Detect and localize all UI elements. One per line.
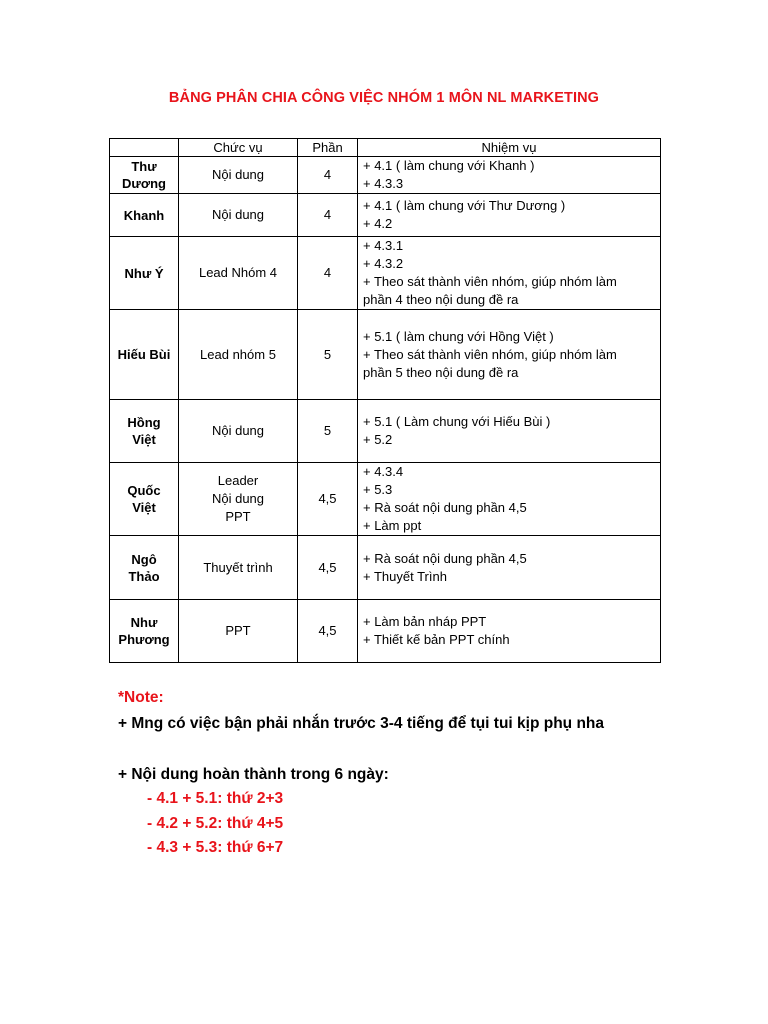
member-name-line: Như xyxy=(130,615,158,630)
member-name-line: Ngô xyxy=(131,551,157,567)
member-role-line: Thuyết trình xyxy=(203,559,273,575)
member-name xyxy=(110,400,179,463)
member-duties-line: + Theo sát thành viên nhóm, giúp nhóm làm xyxy=(363,346,617,362)
member-role xyxy=(179,310,298,400)
header-duties: Nhiệm vụ xyxy=(358,139,661,157)
member-duties-line: + Thuyết Trình xyxy=(363,568,447,584)
member-role-line: Leader xyxy=(217,473,259,488)
member-name-line: Hiếu Bùi xyxy=(117,347,171,362)
task-table xyxy=(109,138,661,663)
member-duties-line: + Thiết kế bản PPT chính xyxy=(363,632,510,647)
member-role xyxy=(179,600,298,663)
header-name xyxy=(110,139,179,157)
member-role-line: PPT xyxy=(225,623,251,638)
member-name-line: Dương xyxy=(122,176,166,191)
member-name-line: Việt xyxy=(132,500,156,515)
member-duties-line: + 4.3.4 xyxy=(363,464,404,479)
note-heading: *Note: xyxy=(118,689,164,706)
member-duties-line: + 4.2 xyxy=(363,216,393,231)
member-name xyxy=(110,194,179,237)
member-part: 4 xyxy=(298,237,358,310)
member-role xyxy=(179,463,298,536)
member-duties xyxy=(358,536,661,600)
member-duties-line: + Rà soát nội dung phần 4,5 xyxy=(363,550,527,566)
member-duties xyxy=(358,157,661,194)
member-part: 4 xyxy=(298,157,358,194)
schedule-item: - 4.1 + 5.1: thứ 2+3 xyxy=(147,790,284,807)
member-duties xyxy=(358,600,661,663)
member-role xyxy=(179,157,298,194)
member-duties-line: phần 5 theo nội dung đề ra xyxy=(363,364,519,380)
member-duties-line: + 4.3.2 xyxy=(363,256,404,271)
member-duties-line: + 4.3.3 xyxy=(363,176,404,191)
member-role-line: Lead Nhóm 4 xyxy=(198,265,278,280)
member-role-line: Nội dung xyxy=(211,423,265,438)
member-duties-line: + Làm bản nháp PPT xyxy=(363,614,487,629)
member-duties xyxy=(358,463,661,536)
member-name-line: Khanh xyxy=(123,207,165,223)
member-part: 5 xyxy=(298,310,358,400)
member-role-line: Nội dung xyxy=(211,167,265,182)
member-name xyxy=(110,600,179,663)
member-role-line: Nội dung xyxy=(211,491,265,506)
table-row xyxy=(110,157,661,194)
page-title: BẢNG PHÂN CHIA CÔNG VIỆC NHÓM 1 MÔN NL MARKETING xyxy=(168,90,600,106)
note-section xyxy=(118,688,604,861)
member-duties xyxy=(358,194,661,237)
note-line-notice: + Mng có việc bận phải nhắn trước 3-4 tiếng để tụi tui kịp phụ nha xyxy=(118,715,604,732)
table-row xyxy=(110,463,661,536)
schedule-list xyxy=(118,787,604,861)
member-name-line: Như Ý xyxy=(124,265,164,281)
member-name-line: Việt xyxy=(132,432,156,447)
header-role: Chức vụ xyxy=(179,139,298,157)
member-duties-line: + Rà soát nội dung phần 4,5 xyxy=(363,500,527,515)
member-name-line: Thư xyxy=(131,159,157,174)
member-duties-line: phần 4 theo nội dung đề ra xyxy=(363,292,519,307)
table-header-row xyxy=(110,139,661,157)
table-row xyxy=(110,536,661,600)
table-row xyxy=(110,194,661,237)
member-duties-line: + Theo sát thành viên nhóm, giúp nhóm làm xyxy=(363,274,617,289)
schedule-item: - 4.3 + 5.3: thứ 6+7 xyxy=(147,839,284,856)
member-role xyxy=(179,194,298,237)
member-duties-line: + 4.3.1 xyxy=(363,238,404,253)
member-part: 4 xyxy=(298,194,358,237)
member-role xyxy=(179,400,298,463)
member-duties-line: + Làm ppt xyxy=(363,518,422,533)
member-part: 4,5 xyxy=(298,600,358,663)
member-role-line: Lead nhóm 5 xyxy=(200,346,276,362)
member-duties-line: + 4.1 ( làm chung với Thư Dương ) xyxy=(363,198,566,213)
member-name-line: Thảo xyxy=(128,568,160,584)
member-duties xyxy=(358,237,661,310)
table-row xyxy=(110,400,661,463)
member-duties-line: + 4.1 ( làm chung với Khanh ) xyxy=(363,158,535,173)
member-duties-line: + 5.1 ( làm chung với Hồng Việt ) xyxy=(363,328,554,344)
member-duties-line: + 5.2 xyxy=(363,432,393,447)
member-duties xyxy=(358,310,661,400)
schedule-item: - 4.2 + 5.2: thứ 4+5 xyxy=(147,814,284,832)
member-part: 4,5 xyxy=(298,463,358,536)
member-name-line: Phương xyxy=(118,632,170,647)
member-role xyxy=(179,237,298,310)
member-part: 4,5 xyxy=(298,536,358,600)
member-duties xyxy=(358,400,661,463)
member-role-line: Nội dung xyxy=(211,207,265,222)
member-duties-line: + 5.3 xyxy=(363,482,393,497)
table-row xyxy=(110,600,661,663)
header-part: Phần xyxy=(298,139,358,157)
member-name-line: Hồng xyxy=(127,415,161,430)
member-name xyxy=(110,463,179,536)
member-name xyxy=(110,536,179,600)
note-line-deadline: + Nội dung hoàn thành trong 6 ngày: xyxy=(118,766,389,783)
member-name-line: Quốc xyxy=(127,483,161,498)
member-part: 5 xyxy=(298,400,358,463)
member-name xyxy=(110,237,179,310)
table-row xyxy=(110,310,661,400)
member-role xyxy=(179,536,298,600)
member-duties-line: + 5.1 ( Làm chung với Hiếu Bùi ) xyxy=(363,414,551,429)
member-role-line: PPT xyxy=(225,509,251,524)
table-row xyxy=(110,237,661,310)
member-name xyxy=(110,310,179,400)
member-name xyxy=(110,157,179,194)
